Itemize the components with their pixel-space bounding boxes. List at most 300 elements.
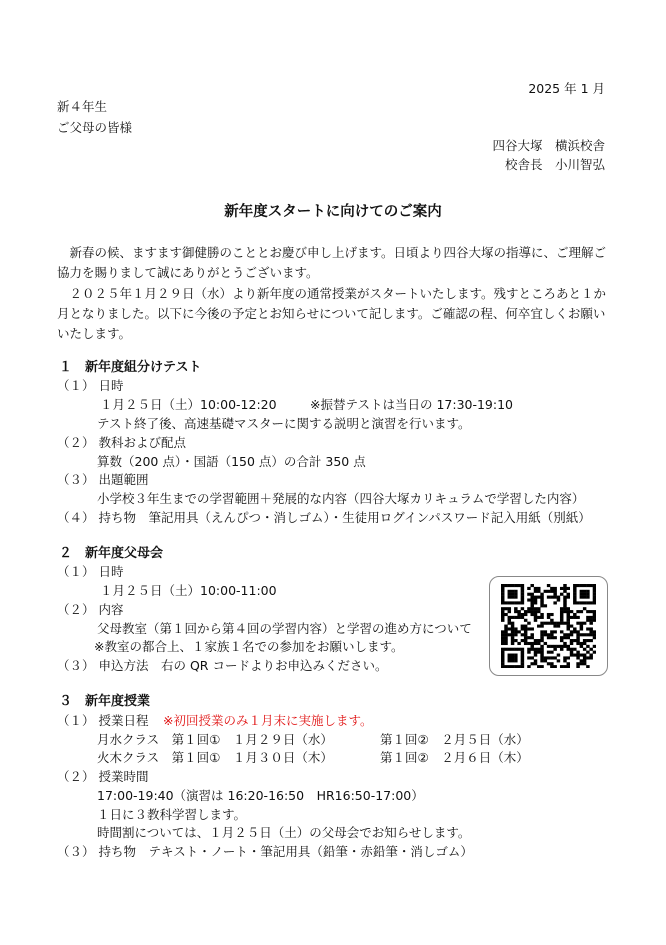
s2-attendance-note: ※教室の都合上、１家族１名での参加をお願いします。 <box>94 639 404 654</box>
qr-module <box>521 627 524 630</box>
qr-module <box>553 630 556 633</box>
qr-module <box>501 607 504 610</box>
qr-module <box>501 630 504 633</box>
qr-module <box>508 610 511 613</box>
s1-item-2: （２） 教科および配点 <box>57 435 186 450</box>
qr-module <box>517 642 520 645</box>
qr-module <box>521 584 524 587</box>
qr-module <box>573 598 576 601</box>
qr-module <box>593 584 596 587</box>
qr-module <box>586 601 589 604</box>
qr-module <box>563 622 566 625</box>
qr-module <box>570 642 573 645</box>
qr-module <box>514 607 517 610</box>
qr-module <box>501 610 504 613</box>
qr-module <box>583 633 586 636</box>
qr-module <box>560 645 563 648</box>
qr-module <box>508 654 511 657</box>
qr-module <box>501 662 504 665</box>
section-2-heading: ２ 新年度父母会 <box>59 546 164 561</box>
qr-module <box>547 622 550 625</box>
qr-module <box>586 656 589 659</box>
qr-module <box>550 662 553 665</box>
qr-module <box>530 656 533 659</box>
qr-module <box>589 616 592 619</box>
s2-meeting-datetime: １月２５日（土）10:00-11:00 <box>100 583 277 598</box>
qr-module <box>576 616 579 619</box>
qr-module <box>514 654 517 657</box>
qr-module <box>517 584 520 587</box>
qr-module <box>521 598 524 601</box>
qr-module <box>547 651 550 654</box>
qr-module <box>521 656 524 659</box>
document-date: 2025 年 1 月 <box>528 81 605 96</box>
qr-module <box>530 607 533 610</box>
qr-module <box>576 656 579 659</box>
qr-module <box>560 613 563 616</box>
qr-module <box>501 656 504 659</box>
qr-module <box>511 627 514 630</box>
qr-module <box>534 654 537 657</box>
qr-module <box>521 601 524 604</box>
qr-module <box>534 662 537 665</box>
qr-module <box>511 584 514 587</box>
qr-module <box>511 601 514 604</box>
qr-module <box>504 633 507 636</box>
qr-module <box>501 659 504 662</box>
qr-module <box>544 590 547 593</box>
qr-module <box>576 601 579 604</box>
qr-code-frame <box>489 576 608 676</box>
qr-module <box>501 584 504 587</box>
qr-module <box>550 651 553 654</box>
qr-module <box>527 587 530 590</box>
qr-module <box>586 665 589 668</box>
qr-module <box>583 601 586 604</box>
qr-module <box>514 630 517 633</box>
qr-module <box>563 610 566 613</box>
qr-module <box>567 662 570 665</box>
qr-module <box>540 630 543 633</box>
qr-module <box>544 604 547 607</box>
qr-module <box>567 596 570 599</box>
qr-module <box>517 616 520 619</box>
qr-module <box>560 610 563 613</box>
qr-module <box>501 639 504 642</box>
qr-module <box>583 593 586 596</box>
qr-module <box>557 598 560 601</box>
qr-module <box>511 648 514 651</box>
qr-module <box>530 627 533 630</box>
qr-module <box>563 607 566 610</box>
qr-module <box>534 613 537 616</box>
qr-module <box>534 601 537 604</box>
qr-module <box>540 598 543 601</box>
qr-module <box>521 662 524 665</box>
qr-module <box>511 665 514 668</box>
qr-module <box>514 616 517 619</box>
qr-module <box>530 648 533 651</box>
qr-module <box>576 665 579 668</box>
qr-module <box>593 613 596 616</box>
qr-module <box>501 598 504 601</box>
s2-content: 父母教室（第１回から第４回の学習内容）と学習の進め方について <box>97 621 472 636</box>
qr-module <box>550 622 553 625</box>
qr-module <box>580 584 583 587</box>
qr-module <box>501 596 504 599</box>
qr-module <box>537 648 540 651</box>
qr-module <box>593 636 596 639</box>
qr-module <box>573 654 576 657</box>
qr-module <box>547 656 550 659</box>
qr-module <box>593 587 596 590</box>
qr-module <box>573 590 576 593</box>
qr-module <box>586 639 589 642</box>
qr-code-icon[interactable] <box>501 584 596 668</box>
qr-module <box>570 639 573 642</box>
qr-module <box>589 639 592 642</box>
qr-module <box>573 587 576 590</box>
qr-module <box>527 656 530 659</box>
s3-subjects-per-day: １日に３教科学習します。 <box>97 807 247 822</box>
qr-module <box>540 633 543 636</box>
qr-module <box>589 619 592 622</box>
qr-module <box>563 604 566 607</box>
qr-module <box>573 627 576 630</box>
qr-module <box>580 633 583 636</box>
qr-module <box>544 656 547 659</box>
qr-module <box>511 622 514 625</box>
qr-module <box>537 625 540 628</box>
qr-module <box>553 656 556 659</box>
qr-module <box>573 639 576 642</box>
qr-module <box>511 654 514 657</box>
qr-module <box>576 610 579 613</box>
qr-module <box>534 596 537 599</box>
qr-module <box>560 607 563 610</box>
qr-module <box>540 601 543 604</box>
qr-module <box>504 625 507 628</box>
qr-module <box>583 639 586 642</box>
qr-module <box>576 584 579 587</box>
qr-module <box>586 590 589 593</box>
qr-module <box>540 639 543 642</box>
qr-module <box>573 601 576 604</box>
qr-module <box>576 662 579 665</box>
qr-module <box>557 596 560 599</box>
qr-module <box>580 659 583 662</box>
qr-module <box>511 596 514 599</box>
qr-module <box>570 610 573 613</box>
qr-module <box>570 630 573 633</box>
qr-module <box>508 619 511 622</box>
qr-module <box>521 587 524 590</box>
qr-module <box>527 636 530 639</box>
sender-school: 四谷大塚 横浜校舎 <box>492 138 605 153</box>
qr-module <box>540 636 543 639</box>
qr-module <box>550 633 553 636</box>
qr-module <box>508 593 511 596</box>
qr-module <box>524 630 527 633</box>
qr-module <box>537 587 540 590</box>
qr-module <box>567 622 570 625</box>
s3-tue-thu-second: 第１回② ２月６日（木） <box>380 750 529 765</box>
qr-module <box>524 633 527 636</box>
qr-module <box>580 596 583 599</box>
qr-module <box>511 630 514 633</box>
qr-module <box>553 636 556 639</box>
qr-module <box>524 636 527 639</box>
qr-module <box>589 648 592 651</box>
qr-module <box>593 616 596 619</box>
recipient-parents: ご父母の皆様 <box>57 120 133 135</box>
s2-item-1: （１） 日時 <box>57 564 124 579</box>
qr-module <box>589 656 592 659</box>
qr-module <box>524 642 527 645</box>
qr-module <box>511 639 514 642</box>
qr-module <box>560 648 563 651</box>
qr-module <box>514 590 517 593</box>
qr-module <box>508 601 511 604</box>
qr-module <box>563 636 566 639</box>
qr-module <box>567 645 570 648</box>
qr-module <box>573 648 576 651</box>
qr-module <box>553 587 556 590</box>
qr-module <box>540 645 543 648</box>
s3-item-2: （２） 授業時間 <box>57 769 149 784</box>
qr-module <box>593 619 596 622</box>
qr-module <box>521 639 524 642</box>
qr-module <box>514 584 517 587</box>
qr-module <box>540 654 543 657</box>
qr-module <box>527 593 530 596</box>
qr-module <box>530 613 533 616</box>
s3-first-class-note: ※初回授業のみ１月末に実施します。 <box>163 713 373 728</box>
qr-module <box>583 607 586 610</box>
qr-module <box>534 607 537 610</box>
qr-module <box>534 616 537 619</box>
qr-module <box>504 630 507 633</box>
qr-module <box>501 587 504 590</box>
qr-module <box>560 619 563 622</box>
qr-module <box>557 654 560 657</box>
qr-module <box>567 665 570 668</box>
qr-module <box>521 648 524 651</box>
qr-module <box>583 596 586 599</box>
qr-module <box>534 659 537 662</box>
qr-module <box>580 662 583 665</box>
qr-module <box>521 651 524 654</box>
qr-module <box>586 619 589 622</box>
qr-module <box>593 598 596 601</box>
qr-module <box>550 590 553 593</box>
qr-module <box>508 590 511 593</box>
qr-module <box>573 613 576 616</box>
qr-module <box>563 645 566 648</box>
qr-module <box>524 613 527 616</box>
qr-module <box>583 656 586 659</box>
qr-module <box>560 639 563 642</box>
qr-module <box>521 616 524 619</box>
qr-module <box>544 630 547 633</box>
s1-item-1: （１） 日時 <box>57 378 124 393</box>
qr-module <box>514 610 517 613</box>
qr-module <box>527 598 530 601</box>
qr-module <box>580 627 583 630</box>
qr-module <box>583 622 586 625</box>
qr-module <box>586 584 589 587</box>
qr-module <box>573 593 576 596</box>
qr-module <box>501 665 504 668</box>
section-3-heading: ３ 新年度授業 <box>59 694 151 709</box>
qr-module <box>501 648 504 651</box>
qr-module <box>560 587 563 590</box>
qr-module <box>544 642 547 645</box>
qr-module <box>517 665 520 668</box>
qr-module <box>501 642 504 645</box>
qr-module <box>560 630 563 633</box>
s1-scope: 小学校３年生までの学習範囲＋発展的な内容（四谷大塚カリキュラムで学習した内容） <box>97 491 585 506</box>
qr-module <box>508 607 511 610</box>
qr-module <box>570 616 573 619</box>
qr-module <box>514 596 517 599</box>
qr-module <box>534 648 537 651</box>
qr-module <box>567 593 570 596</box>
qr-module <box>576 630 579 633</box>
qr-module <box>553 645 556 648</box>
qr-module <box>527 627 530 630</box>
qr-module <box>537 607 540 610</box>
qr-module <box>501 619 504 622</box>
qr-module <box>501 613 504 616</box>
qr-module <box>508 596 511 599</box>
qr-module <box>563 598 566 601</box>
qr-module <box>540 659 543 662</box>
qr-module <box>521 633 524 636</box>
qr-module <box>560 622 563 625</box>
qr-module <box>537 590 540 593</box>
qr-module <box>580 625 583 628</box>
qr-module <box>537 616 540 619</box>
qr-module <box>586 651 589 654</box>
qr-module <box>521 659 524 662</box>
qr-module <box>530 633 533 636</box>
qr-module <box>553 625 556 628</box>
qr-module <box>511 590 514 593</box>
qr-module <box>589 630 592 633</box>
s1-item-3: （３） 出題範囲 <box>57 472 149 487</box>
qr-module <box>563 601 566 604</box>
qr-module <box>511 593 514 596</box>
qr-module <box>534 651 537 654</box>
qr-module <box>567 613 570 616</box>
qr-module <box>508 584 511 587</box>
qr-module <box>527 622 530 625</box>
qr-module <box>560 665 563 668</box>
qr-module <box>517 613 520 616</box>
qr-module <box>560 616 563 619</box>
qr-module <box>524 625 527 628</box>
qr-module <box>537 642 540 645</box>
qr-module <box>527 607 530 610</box>
qr-module <box>576 642 579 645</box>
qr-module <box>540 613 543 616</box>
s1-test-datetime: １月２５日（土）10:00-12:20 <box>100 397 277 412</box>
qr-module <box>530 662 533 665</box>
qr-module <box>540 656 543 659</box>
qr-module <box>547 590 550 593</box>
qr-module <box>583 642 586 645</box>
qr-module <box>573 630 576 633</box>
qr-module <box>580 654 583 657</box>
qr-module <box>586 616 589 619</box>
qr-module <box>580 601 583 604</box>
qr-module <box>514 593 517 596</box>
qr-module <box>570 625 573 628</box>
qr-module <box>550 645 553 648</box>
qr-module <box>521 593 524 596</box>
qr-module <box>547 613 550 616</box>
qr-module <box>593 651 596 654</box>
qr-module <box>580 642 583 645</box>
qr-module <box>504 642 507 645</box>
sender-principal: 校舎長 小川智弘 <box>504 157 605 172</box>
qr-module <box>530 596 533 599</box>
qr-module <box>563 665 566 668</box>
qr-module <box>567 656 570 659</box>
qr-module <box>504 584 507 587</box>
qr-module <box>530 604 533 607</box>
qr-module <box>570 651 573 654</box>
qr-module <box>508 659 511 662</box>
qr-module <box>557 645 560 648</box>
qr-module <box>589 584 592 587</box>
qr-module <box>576 639 579 642</box>
qr-module <box>553 622 556 625</box>
qr-module <box>508 665 511 668</box>
qr-module <box>534 587 537 590</box>
qr-module <box>508 648 511 651</box>
qr-module <box>563 590 566 593</box>
qr-module <box>567 607 570 610</box>
qr-module <box>576 633 579 636</box>
qr-module <box>547 662 550 665</box>
qr-module <box>593 593 596 596</box>
qr-module <box>504 636 507 639</box>
qr-module <box>504 601 507 604</box>
qr-module <box>576 622 579 625</box>
qr-module <box>501 654 504 657</box>
qr-module <box>521 596 524 599</box>
qr-module <box>524 627 527 630</box>
qr-module <box>586 596 589 599</box>
qr-module <box>589 633 592 636</box>
qr-module <box>527 651 530 654</box>
qr-module <box>573 596 576 599</box>
qr-module <box>593 590 596 593</box>
qr-module <box>573 616 576 619</box>
qr-module <box>537 596 540 599</box>
qr-module <box>583 590 586 593</box>
qr-module <box>553 648 556 651</box>
qr-module <box>540 593 543 596</box>
qr-module <box>540 665 543 668</box>
qr-module <box>501 616 504 619</box>
qr-module <box>553 665 556 668</box>
qr-module <box>534 590 537 593</box>
qr-module <box>544 622 547 625</box>
qr-module <box>576 651 579 654</box>
